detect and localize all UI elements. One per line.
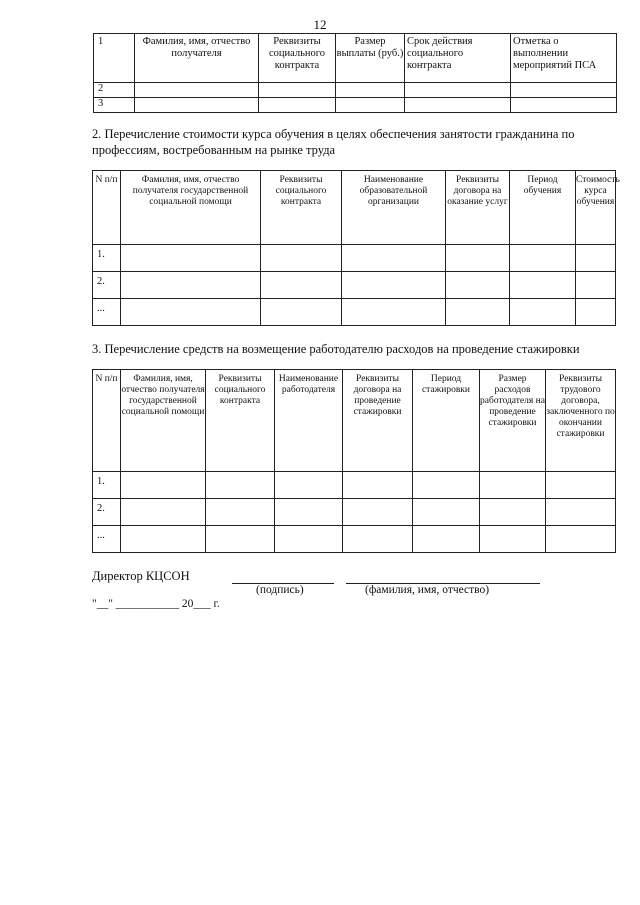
table-header-cell: Реквизиты социального контракта	[261, 171, 342, 245]
table-header-cell: Наименование образовательной организации	[342, 171, 446, 245]
empty-cell	[446, 272, 510, 299]
table-header-cell: 1	[94, 34, 135, 83]
empty-cell	[576, 299, 616, 326]
table-row	[93, 472, 616, 499]
empty-cell	[206, 472, 275, 499]
section-2-heading: 2. Перечисление стоимости курса обучения в целях обеспечения занятости гражданина по профессиям, востребованным на рынке труда	[92, 127, 575, 157]
table-row	[93, 299, 616, 326]
name-caption: (фамилия, имя, отчество)	[365, 584, 490, 596]
table-header-cell: Реквизиты социального контракта	[206, 370, 275, 472]
table-row	[93, 245, 616, 272]
table-row	[93, 499, 616, 526]
empty-cell	[405, 83, 511, 98]
table-header-cell: N п/п	[93, 171, 121, 245]
section-3-heading: 3. Перечисление средств на возмещение работодателю расходов на проведение стажировки	[92, 342, 580, 356]
empty-cell	[261, 272, 342, 299]
empty-cell	[135, 83, 259, 98]
table-row	[93, 272, 616, 299]
empty-cell	[121, 526, 206, 553]
empty-cell	[336, 98, 405, 113]
empty-cell	[275, 499, 343, 526]
table-header-cell: Реквизиты социального контракта	[259, 34, 336, 83]
empty-cell	[259, 83, 336, 98]
page-number: 12	[313, 17, 327, 32]
table-header-cell: Размер расходов работодателя на проведение стажировки	[480, 370, 546, 472]
empty-cell	[275, 526, 343, 553]
empty-cell	[342, 299, 446, 326]
empty-cell	[135, 98, 259, 113]
table-internship-costs	[92, 369, 616, 553]
table-row	[93, 526, 616, 553]
table-row	[94, 83, 617, 98]
empty-cell	[510, 245, 576, 272]
empty-cell	[121, 299, 261, 326]
table-header-cell: Размер выплаты (руб.)	[336, 34, 405, 83]
table-header-row	[93, 370, 616, 472]
empty-cell	[121, 499, 206, 526]
table-header-cell: Срок действия социального контракта	[405, 34, 511, 83]
empty-cell	[511, 83, 617, 98]
row-number: 1.	[93, 472, 121, 499]
table-header-cell: Период стажировки	[413, 370, 480, 472]
empty-cell	[206, 526, 275, 553]
empty-cell	[546, 526, 616, 553]
empty-cell	[343, 499, 413, 526]
empty-cell	[480, 472, 546, 499]
table-header-cell: Фамилия, имя, отчество получателя государственной социальной помощи	[121, 370, 206, 472]
empty-cell	[511, 98, 617, 113]
empty-cell	[206, 499, 275, 526]
empty-cell	[510, 272, 576, 299]
row-number: ...	[93, 299, 121, 326]
director-title: Директор КЦСОН	[92, 569, 190, 583]
row-number: 3	[94, 98, 135, 113]
table-header-cell: Фамилия, имя, отчество получателя государственной социальной помощи	[121, 171, 261, 245]
table-training-costs	[92, 170, 620, 326]
row-number: 1.	[93, 245, 121, 272]
table-header-cell: N п/п	[93, 370, 121, 472]
empty-cell	[342, 272, 446, 299]
row-number: ...	[93, 526, 121, 553]
empty-cell	[121, 472, 206, 499]
empty-cell	[413, 499, 480, 526]
signature-caption: (подпись)	[256, 584, 304, 596]
empty-cell	[343, 472, 413, 499]
empty-cell	[275, 472, 343, 499]
date-line: "__" ___________ 20___ г.	[92, 598, 220, 610]
empty-cell	[261, 299, 342, 326]
table-header-cell: Период обучения	[510, 171, 576, 245]
table-header-cell: Реквизиты договора на проведение стажировки	[343, 370, 413, 472]
table-header-cell: Реквизиты трудового договора, заключенного по окончании стажировки	[546, 370, 616, 472]
table-payments	[93, 33, 617, 113]
empty-cell	[576, 245, 616, 272]
empty-cell	[413, 526, 480, 553]
empty-cell	[480, 499, 546, 526]
empty-cell	[261, 245, 342, 272]
empty-cell	[342, 245, 446, 272]
empty-cell	[446, 245, 510, 272]
empty-cell	[121, 272, 261, 299]
empty-cell	[576, 272, 616, 299]
table-header-cell: Наименование работодателя	[275, 370, 343, 472]
table-header-cell: Реквизиты договора на оказание услуг	[446, 171, 510, 245]
table-header-cell: Фамилия, имя, отчество получателя	[135, 34, 259, 83]
empty-cell	[121, 245, 261, 272]
empty-cell	[343, 526, 413, 553]
empty-cell	[336, 83, 405, 98]
row-number: 2.	[93, 499, 121, 526]
table-row	[94, 98, 617, 113]
row-number: 2.	[93, 272, 121, 299]
empty-cell	[259, 98, 336, 113]
empty-cell	[546, 499, 616, 526]
empty-cell	[546, 472, 616, 499]
empty-cell	[446, 299, 510, 326]
table-header-row	[94, 34, 617, 83]
empty-cell	[510, 299, 576, 326]
table-header-cell: Отметка о выполнении мероприятий ПСА	[511, 34, 617, 83]
table-header-row	[93, 171, 616, 245]
table-header-cell: Стоимость курса обучения	[576, 171, 616, 245]
row-number: 2	[94, 83, 135, 98]
empty-cell	[405, 98, 511, 113]
empty-cell	[480, 526, 546, 553]
empty-cell	[413, 472, 480, 499]
